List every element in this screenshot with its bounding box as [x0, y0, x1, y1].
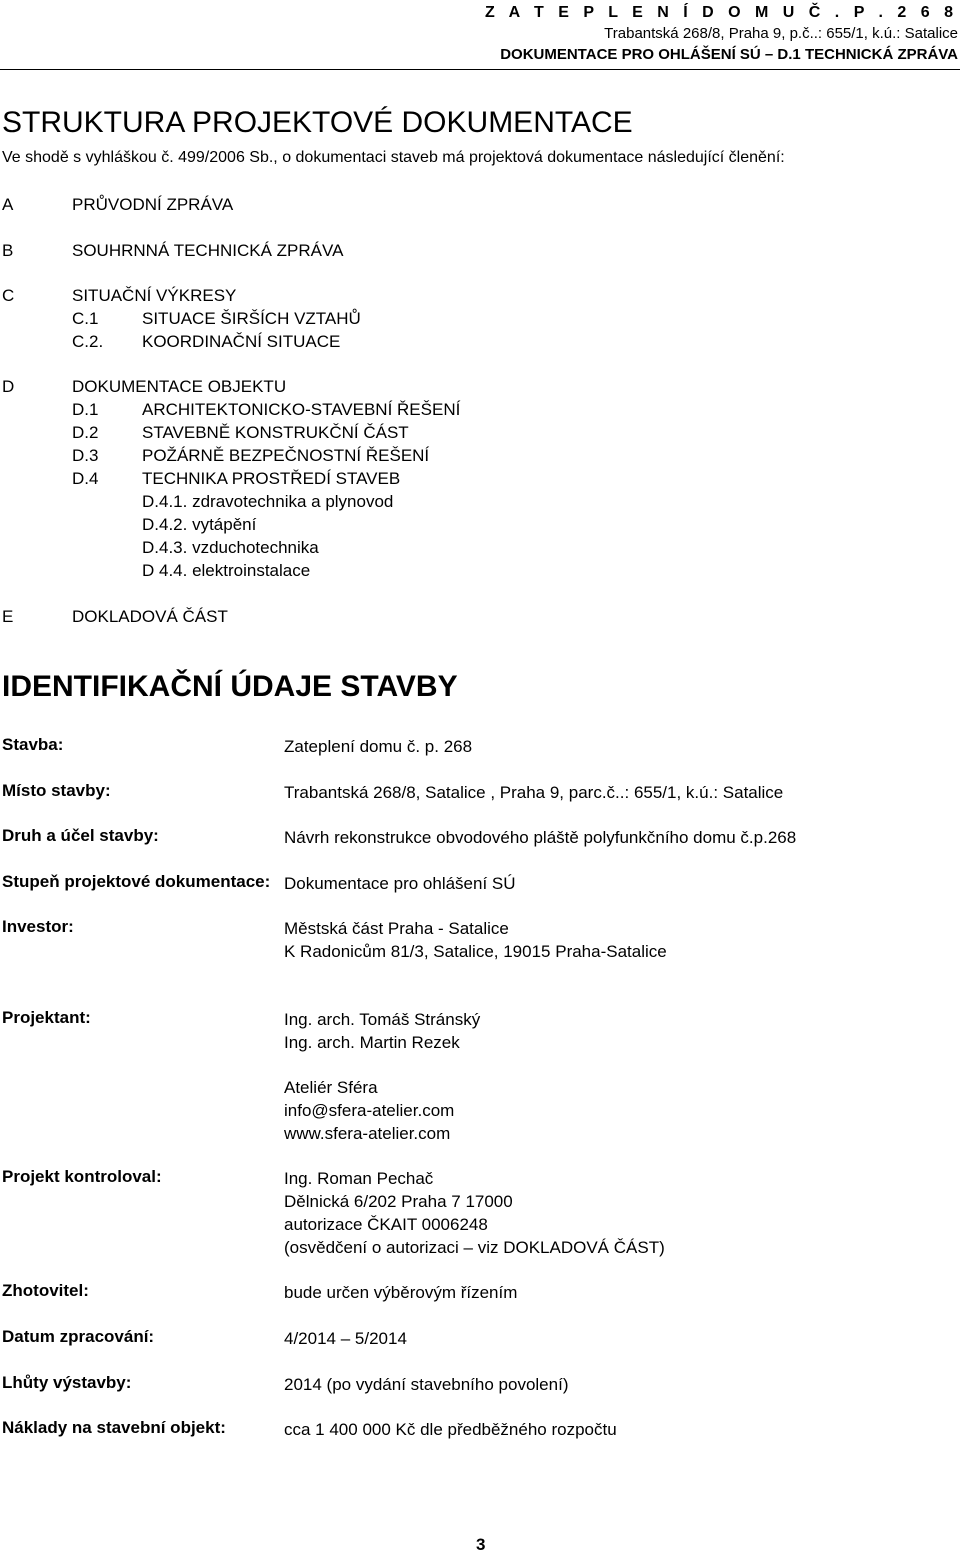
datum-label: Datum zpracování:	[2, 1327, 155, 1346]
kontrola-authorization: autorizace ČKAIT 0006248	[284, 1215, 488, 1234]
header-divider	[0, 69, 960, 70]
item-title: STAVEBNĚ KONSTRUKČNÍ ČÁST	[142, 423, 409, 442]
kontrola-note: (osvědčení o autorizaci – viz DOKLADOVÁ ČÁST)	[284, 1238, 665, 1257]
item-code: D.4	[72, 469, 99, 488]
stavba-label: Stavba:	[2, 735, 64, 754]
item-code: C.1	[72, 309, 99, 328]
item-code: C.2.	[72, 332, 104, 351]
atelier-email: info@sfera-atelier.com	[284, 1101, 455, 1120]
item-code: D.3	[72, 446, 99, 465]
header-address: Trabantská 268/8, Praha 9, p.č..: 655/1, k.ú.: Satalice	[604, 25, 958, 42]
item-title: KOORDINAČNÍ SITUACE	[142, 332, 341, 351]
atelier-web: www.sfera-atelier.com	[284, 1124, 451, 1143]
item-code: D.1	[72, 400, 99, 419]
subitem: D.4.1. zdravotechnika a plynovod	[142, 492, 394, 511]
item-title: ARCHITEKTONICKO-STAVEBNÍ ŘEŠENÍ	[142, 400, 461, 419]
lhuty-value: 2014 (po vydání stavebního povolení)	[284, 1375, 569, 1394]
druh-value: Návrh rekonstrukce obvodového pláště polyfunkčního domu č.p.268	[284, 828, 797, 847]
projektant-value: Ing. arch. Tomáš Stránský	[284, 1010, 481, 1029]
identification-heading: IDENTIFIKAČNÍ ÚDAJE STAVBY	[2, 670, 458, 703]
stavba-value: Zateplení domu č. p. 268	[284, 737, 473, 756]
item-code: D.2	[72, 423, 99, 442]
datum-value: 4/2014 – 5/2014	[284, 1329, 407, 1348]
investor-value: Městská část Praha - Satalice	[284, 919, 509, 938]
misto-value: Trabantská 268/8, Satalice , Praha 9, parc.č..: 655/1, k.ú.: Satalice	[284, 783, 784, 802]
header-document-type: DOKUMENTACE PRO OHLÁŠENÍ SÚ – D.1 TECHNICKÁ ZPRÁVA	[500, 46, 958, 63]
page-number: 3	[476, 1535, 486, 1554]
item-title: TECHNIKA PROSTŘEDÍ STAVEB	[142, 469, 401, 488]
stupen-label: Stupeň projektové dokumentace:	[2, 872, 271, 891]
subitem: D.4.3. vzduchotechnika	[142, 538, 319, 557]
investor-label: Investor:	[2, 917, 74, 936]
naklady-value: cca 1 400 000 Kč dle předběžného rozpočtu	[284, 1420, 617, 1439]
subitem: D 4.4. elektroinstalace	[142, 561, 311, 580]
misto-label: Místo stavby:	[2, 781, 111, 800]
header-project-title: Z A T E P L E N Í D O M U Č . P . 2 6 8	[485, 4, 958, 21]
section-title: DOKUMENTACE OBJEKTU	[72, 377, 287, 396]
section-title: DOKLADOVÁ ČÁST	[72, 607, 228, 626]
druh-label: Druh a účel stavby:	[2, 826, 159, 845]
kontrola-value: Ing. Roman Pechač	[284, 1169, 434, 1188]
projektant-label: Projektant:	[2, 1008, 91, 1027]
atelier-name: Ateliér Sféra	[284, 1078, 378, 1097]
zhotovitel-value: bude určen výběrovým řízením	[284, 1283, 518, 1302]
item-title: SITUACE ŠIRŠÍCH VZTAHŮ	[142, 309, 361, 328]
section-letter: B	[2, 241, 14, 260]
subitem: D.4.2. vytápění	[142, 515, 257, 534]
projektant-value: Ing. arch. Martin Rezek	[284, 1033, 460, 1052]
section-letter: E	[2, 607, 14, 626]
section-letter: C	[2, 286, 15, 305]
investor-address: K Radonicům 81/3, Satalice, 19015 Praha-Satalice	[284, 942, 667, 961]
lhuty-label: Lhůty výstavby:	[2, 1373, 132, 1392]
section-letter: A	[2, 195, 14, 214]
item-title: POŽÁRNĚ BEZPEČNOSTNÍ ŘEŠENÍ	[142, 446, 430, 465]
section-title: SITUAČNÍ VÝKRESY	[72, 286, 237, 305]
section-title: SOUHRNNÁ TECHNICKÁ ZPRÁVA	[72, 241, 344, 260]
stupen-value: Dokumentace pro ohlášení SÚ	[284, 874, 516, 893]
zhotovitel-label: Zhotovitel:	[2, 1281, 89, 1300]
section-title: PRŮVODNÍ ZPRÁVA	[72, 195, 234, 214]
structure-heading: STRUKTURA PROJEKTOVÉ DOKUMENTACE	[2, 106, 633, 139]
naklady-label: Náklady na stavební objekt:	[2, 1418, 226, 1437]
kontrola-label: Projekt kontroloval:	[2, 1167, 162, 1186]
section-letter: D	[2, 377, 15, 396]
structure-intro: Ve shodě s vyhláškou č. 499/2006 Sb., o dokumentaci staveb má projektová dokumentace následující členění:	[2, 149, 785, 166]
kontrola-address: Dělnická 6/202 Praha 7 17000	[284, 1192, 513, 1211]
